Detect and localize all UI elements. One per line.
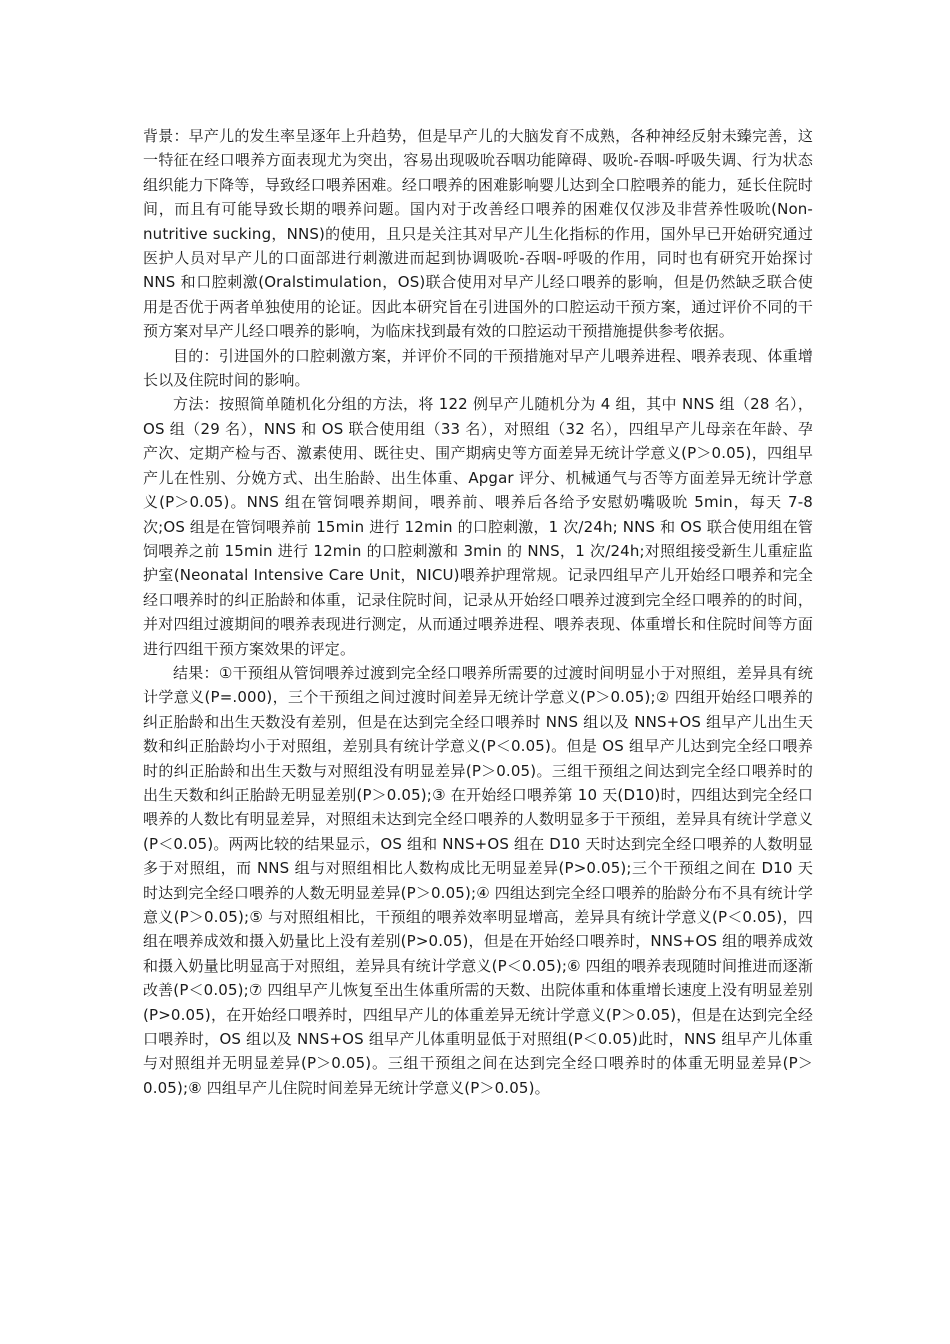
paragraph-methods: 方法：按照简单随机化分组的方法，将 122 例早产儿随机分为 4 组，其中 NNS 组（28 名），OS 组（29 名），NNS 和 OS 联合使用组（33 名），对照组（32 名），四组早产儿母亲在年龄、孕产次、定期产检与否、激素使用、既往史、围产期病史等方面差异无统计学意义(P＞0.05)，四组早产儿在性别、分娩方式、出生胎龄、出生体重、Apgar 评分、机械通气与否等方面差异无统计学意义(P＞0.05)。NNS 组在管饲喂养期间，喂养前、喂养后各给予安慰奶嘴吸吮 5min，每天 7-8 次;OS 组是在管饲喂养前 15min 进行 12min 的口腔刺激，1 次/24h; NNS 和 OS 联合使用组在管饲喂养之前 15min 进行 12min 的口腔刺激和 3min 的 NNS，1 次/24h;对照组接受新生儿重症监护室(Neonatal Intensive Care Unit，NICU)喂养护理常规。记录四组早产儿开始经口喂养和完全经口喂养时的纠正胎龄和体重，记录住院时间，记录从开始经口喂养过渡到完全经口喂养的的时间，并对四组过渡期间的喂养表现进行测定，从而通过喂养进程、喂养表现、体重增长和住院时间等方面进行四组干预方案效果的评定。 xyxy=(143,395,813,658)
abstract-body xyxy=(143,124,813,1100)
paragraph-background: 背景：早产儿的发生率呈逐年上升趋势，但是早产儿的大脑发育不成熟，各种神经反射未臻完善，这一特征在经口喂养方面表现尤为突出，容易出现吸吮吞咽功能障碍、吸吮-吞咽-呼吸失调、行为状态组织能力下降等，导致经口喂养困难。经口喂养的困难影响婴儿达到全口腔喂养的能力，延长住院时间，而且有可能导致长期的喂养问题。国内对于改善经口喂养的困难仅仅涉及非营养性吸吮(Non-nutritive sucking，NNS)的使用，且只是关注其对早产儿生化指标的作用，国外早已开始研究通过医护人员对早产儿的口面部进行刺激进而起到协调吸吮-吞咽-呼吸的作用，同时也有研究开始探讨 NNS 和口腔刺激(Oralstimulation，OS)联合使用对早产儿经口喂养的影响，但是仍然缺乏联合使用是否优于两者单独使用的论证。因此本研究旨在引进国外的口腔运动干预方案，通过评价不同的干预方案对早产儿经口喂养的影响，为临床找到最有效的口腔运动干预措施提供参考依据。 xyxy=(143,127,813,341)
paragraph-objective: 目的：引进国外的口腔刺激方案，并评价不同的干预措施对早产儿喂养进程、喂养表现、体重增长以及住院时间的影响。 xyxy=(143,346,813,390)
paragraph-results: 结果：①干预组从管饲喂养过渡到完全经口喂养所需要的过渡时间明显小于对照组，差异具有统计学意义(P=.000)，三个干预组之间过渡时间差异无统计学意义(P＞0.05);② 四组开始经口喂养的纠正胎龄和出生天数没有差别，但是在达到完全经口喂养时 NNS 组以及 NNS+OS 组早产儿出生天数和纠正胎龄均小于对照组，差别具有统计学意义(P＜0.05)。但是 OS 组早产儿达到完全经口喂养时的纠正胎龄和出生天数与对照组没有明显差异(P＞0.05)。三组干预组之间达到完全经口喂养时的出生天数和纠正胎龄无明显差别(P＞0.05);③ 在开始经口喂养第 10 天(D10)时，四组达到完全经口喂养的人数比有明显差异，对照组未达到完全经口喂养的人数明显多于干预组，差异具有统计学意义(P＜0.05)。两两比较的结果显示，OS 组和 NNS+OS 组在 D10 天时达到完全经口喂养的人数明显多于对照组，而 NNS 组与对照组相比人数构成比无明显差异(P>0.05);三个干预组之间在 D10 天时达到完全经口喂养的人数无明显差异(P＞0.05);④ 四组达到完全经口喂养的胎龄分布不具有统计学意义(P＞0.05);⑤ 与对照组相比，干预组的喂养效率明显增高，差异具有统计学意义(P＜0.05)，四组在喂养成效和摄入奶量比上没有差别(P>0.05)，但是在开始经口喂养时，NNS+OS 组的喂养成效和摄入奶量比明显高于对照组，差异具有统计学意义(P＜0.05);⑥ 四组的喂养表现随时间推进而逐渐改善(P＜0.05);⑦ 四组早产儿恢复至出生体重所需的天数、出院体重和体重增长速度上没有明显差别(P>0.05)，在开始经口喂养时，四组早产儿的体重差异无统计学意义(P＞0.05)，但是在达到完全经口喂养时，OS 组以及 NNS+OS 组早产儿体重明显低于对照组(P＜0.05)此时，NNS 组早产儿体重与对照组并无明显差异(P＞0.05)。三组干预组之间在达到完全经口喂养时的体重无明显差异(P＞0.05);⑧ 四组早产儿住院时间差异无统计学意义(P＞0.05)。 xyxy=(143,663,813,1097)
